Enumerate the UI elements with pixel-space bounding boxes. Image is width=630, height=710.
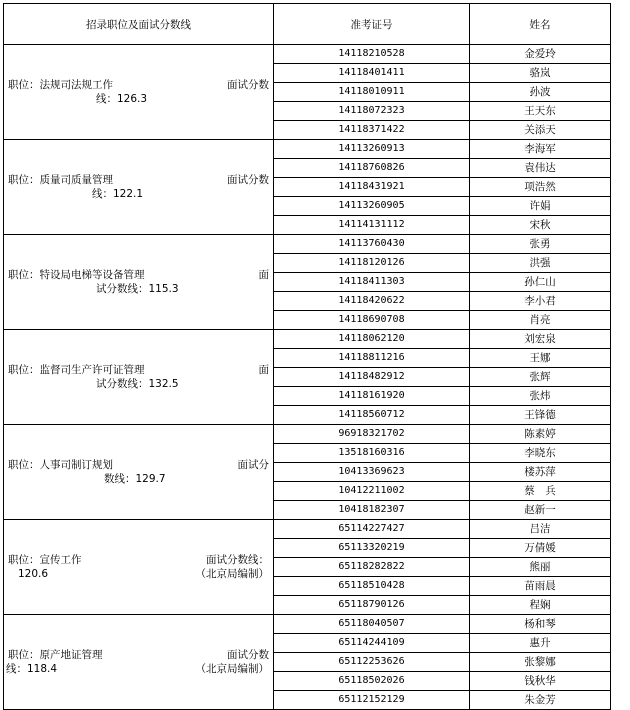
candidate-name-cell: 张炜 (470, 387, 611, 406)
table-row (4, 45, 611, 64)
position-title: 职位：人事司制订规划 (8, 459, 113, 471)
ticket-number-cell: 65114227427 (274, 520, 470, 539)
candidate-name-cell: 楼苏萍 (470, 463, 611, 482)
ticket-number-cell: 14114131112 (274, 216, 470, 235)
table-row (4, 140, 611, 159)
candidate-name-cell: 孙仁山 (470, 273, 611, 292)
ticket-number-cell: 65118790126 (274, 596, 470, 615)
candidate-name-cell: 陈素婷 (470, 425, 611, 444)
score-line: 数线：129.7 (104, 473, 166, 485)
ticket-number-cell: 65118040507 (274, 615, 470, 634)
candidate-name-cell: 骆岚 (470, 64, 611, 83)
position-cell (4, 425, 274, 520)
candidate-name-cell: 张勇 (470, 235, 611, 254)
candidate-name-cell: 苗雨晨 (470, 577, 611, 596)
candidate-name-cell: 张黎娜 (470, 653, 611, 672)
candidate-name-cell: 袁伟达 (470, 159, 611, 178)
ticket-number-cell: 14113260905 (274, 197, 470, 216)
table-row (4, 520, 611, 539)
score-label: 面试分 (237, 459, 269, 471)
candidate-name-cell: 李海军 (470, 140, 611, 159)
position-block (4, 45, 273, 139)
ticket-number-cell: 65118282822 (274, 558, 470, 577)
score-line: 试分数线：132.5 (96, 378, 179, 390)
candidate-name-cell: 钱秋华 (470, 672, 611, 691)
position-block (4, 425, 273, 519)
ticket-number-cell: 10418182307 (274, 501, 470, 520)
candidate-name-cell: 熊丽 (470, 558, 611, 577)
score-line: 线：118.4 (6, 663, 58, 675)
candidate-name-cell: 王锋德 (470, 406, 611, 425)
table-body (4, 45, 611, 710)
candidate-name-cell: 王娜 (470, 349, 611, 368)
candidate-name-cell: 程娴 (470, 596, 611, 615)
header-position: 招录职位及面试分数线 (4, 4, 274, 45)
position-cell (4, 235, 274, 330)
position-block (4, 330, 273, 424)
candidate-name-cell: 张辉 (470, 368, 611, 387)
ticket-number-cell: 14118690708 (274, 311, 470, 330)
position-title: 职位：特设局电梯等设备管理 (8, 269, 145, 281)
ticket-number-cell: 14118371422 (274, 121, 470, 140)
position-block (4, 520, 273, 614)
position-block (4, 140, 273, 234)
position-cell (4, 520, 274, 615)
table-row (4, 235, 611, 254)
candidate-name-cell: 金爱玲 (470, 45, 611, 64)
ticket-number-cell: 10412211002 (274, 482, 470, 501)
score-label: 面 (258, 269, 269, 281)
bureau-note: （北京局编制） (195, 663, 269, 675)
ticket-number-cell: 14118811216 (274, 349, 470, 368)
candidate-name-cell: 蔡 兵 (470, 482, 611, 501)
position-title: 职位：监督司生产许可证管理 (8, 364, 145, 376)
candidate-name-cell: 朱金芳 (470, 691, 611, 710)
candidate-name-cell: 宋秋 (470, 216, 611, 235)
ticket-number-cell: 65112253626 (274, 653, 470, 672)
bureau-note: （北京局编制） (195, 568, 269, 580)
ticket-number-cell: 14118411303 (274, 273, 470, 292)
candidate-name-cell: 李小君 (470, 292, 611, 311)
candidate-name-cell: 许娟 (470, 197, 611, 216)
header-ticket: 准考证号 (274, 4, 470, 45)
candidate-table (3, 3, 611, 710)
score-label: 面试分数线： (206, 554, 269, 566)
candidate-name-cell: 李晓东 (470, 444, 611, 463)
score-line: 120.6 (18, 568, 49, 580)
ticket-number-cell: 65112152129 (274, 691, 470, 710)
ticket-number-cell: 14118072323 (274, 102, 470, 121)
ticket-number-cell: 14118010911 (274, 83, 470, 102)
ticket-number-cell: 65118502026 (274, 672, 470, 691)
candidate-name-cell: 孙波 (470, 83, 611, 102)
score-label: 面 (258, 364, 269, 376)
ticket-number-cell: 14118210528 (274, 45, 470, 64)
candidate-name-cell: 关添天 (470, 121, 611, 140)
table-header-row (4, 4, 611, 45)
ticket-number-cell: 14118420622 (274, 292, 470, 311)
position-cell (4, 330, 274, 425)
position-block (4, 615, 273, 709)
ticket-number-cell: 14118431921 (274, 178, 470, 197)
ticket-number-cell: 14118560712 (274, 406, 470, 425)
candidate-name-cell: 杨和琴 (470, 615, 611, 634)
ticket-number-cell: 14118161920 (274, 387, 470, 406)
ticket-number-cell: 96918321702 (274, 425, 470, 444)
candidate-name-cell: 赵新一 (470, 501, 611, 520)
score-label: 面试分数 (227, 174, 269, 186)
ticket-number-cell: 14113760430 (274, 235, 470, 254)
ticket-number-cell: 14118062120 (274, 330, 470, 349)
candidate-name-cell: 肖亮 (470, 311, 611, 330)
table-row (4, 330, 611, 349)
candidate-name-cell: 王天东 (470, 102, 611, 121)
score-line: 线：126.3 (96, 93, 148, 105)
candidate-name-cell: 刘宏泉 (470, 330, 611, 349)
ticket-number-cell: 14118760826 (274, 159, 470, 178)
position-title: 职位：质量司质量管理 (8, 174, 113, 186)
candidate-name-cell: 项浩然 (470, 178, 611, 197)
position-title: 职位：原产地证管理 (8, 649, 103, 661)
score-label: 面试分数 (227, 649, 269, 661)
ticket-number-cell: 14118482912 (274, 368, 470, 387)
position-title: 职位：法规司法规工作 (8, 79, 113, 91)
header-name: 姓名 (470, 4, 611, 45)
candidate-name-cell: 洪强 (470, 254, 611, 273)
ticket-number-cell: 14118120126 (274, 254, 470, 273)
ticket-number-cell: 13518160316 (274, 444, 470, 463)
position-cell (4, 140, 274, 235)
position-cell (4, 45, 274, 140)
candidate-name-cell: 惠升 (470, 634, 611, 653)
ticket-number-cell: 14113260913 (274, 140, 470, 159)
position-block (4, 235, 273, 329)
score-line: 线：122.1 (92, 188, 144, 200)
score-line: 试分数线：115.3 (96, 283, 179, 295)
score-label: 面试分数 (227, 79, 269, 91)
ticket-number-cell: 65118510428 (274, 577, 470, 596)
ticket-number-cell: 65114244109 (274, 634, 470, 653)
ticket-number-cell: 10413369623 (274, 463, 470, 482)
ticket-number-cell: 14118401411 (274, 64, 470, 83)
ticket-number-cell: 65113320219 (274, 539, 470, 558)
candidate-name-cell: 吕洁 (470, 520, 611, 539)
candidate-name-cell: 万倩媛 (470, 539, 611, 558)
position-title: 职位：宣传工作 (8, 554, 82, 566)
table-row (4, 425, 611, 444)
position-cell (4, 615, 274, 710)
table-row (4, 615, 611, 634)
